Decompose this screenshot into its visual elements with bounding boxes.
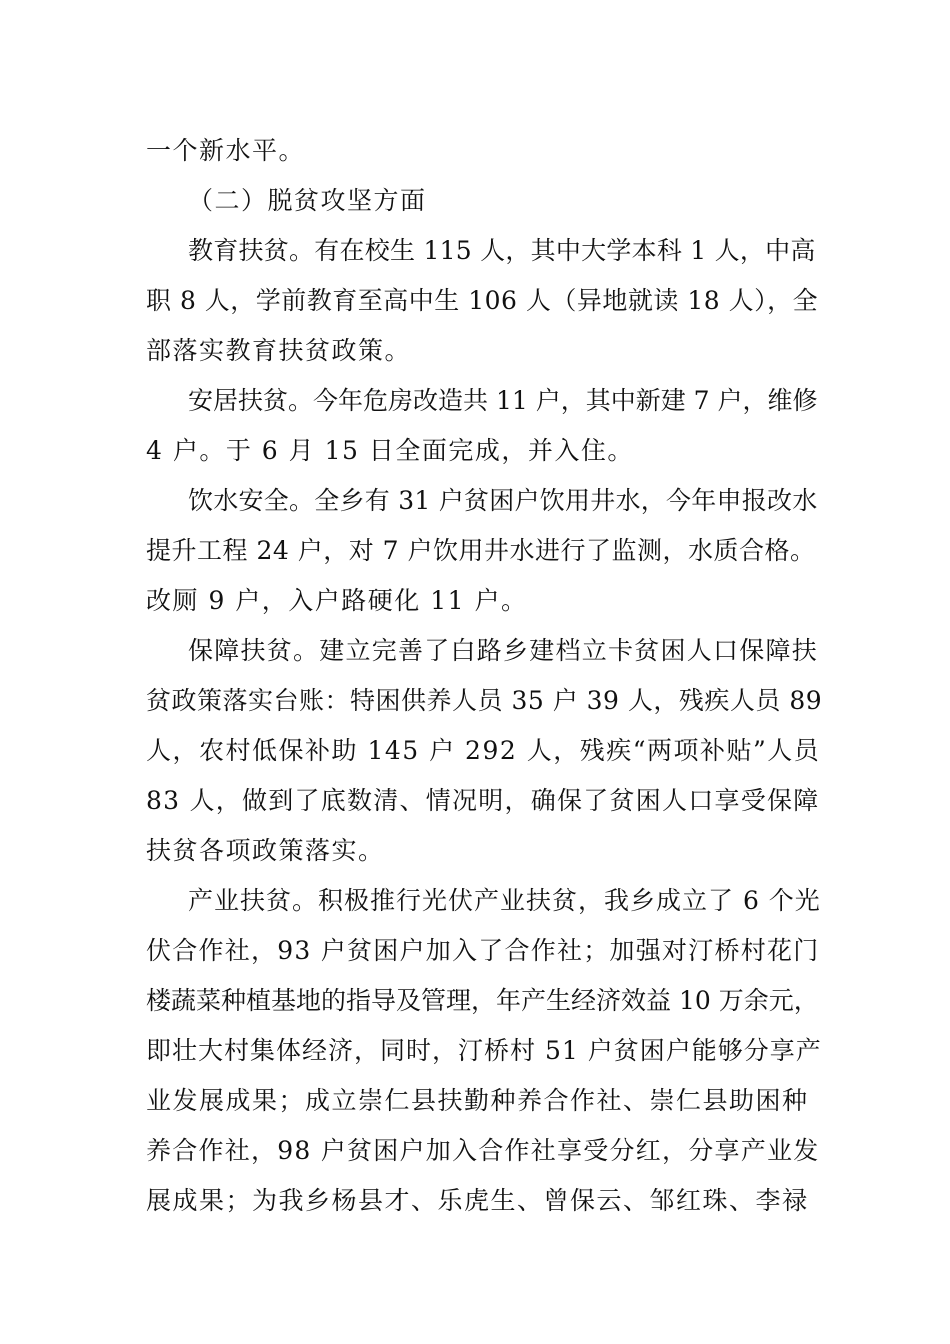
- paragraph-line: 扶贫各项政策落实。: [146, 836, 385, 865]
- paragraph-line: 安居扶贫。今年危房改造共 11 户，其中新建 7 户，维修: [188, 386, 818, 415]
- paragraph-line: 83 人，做到了底数清、情况明，确保了贫困人口享受保障: [146, 786, 820, 815]
- paragraph-line: 保障扶贫。建立完善了白路乡建档立卡贫困人口保障扶: [188, 636, 819, 665]
- paragraph-line: 饮水安全。全乡有 31 户贫困户饮用井水，今年申报改水: [188, 486, 818, 515]
- paragraph-line: 人，农村低保补助 145 户 292 人，残疾“两项补贴”人员: [146, 736, 821, 765]
- paragraph-line: 一个新水平。: [146, 136, 306, 165]
- paragraph-line: 楼蔬菜种植基地的指导及管理，年产生经济效益 10 万余元，: [146, 986, 819, 1015]
- paragraph-line: 产业扶贫。积极推行光伏产业扶贫，我乡成立了 6 个光: [188, 886, 821, 915]
- paragraph-line: 教育扶贫。有在校生 115 人，其中大学本科 1 人，中高: [188, 236, 816, 265]
- paragraph-line: 贫政策落实台账：特困供养人员 35 户 39 人，残疾人员 89: [146, 686, 823, 715]
- paragraph-line: 养合作社，98 户贫困户加入合作社享受分红，分享产业发: [146, 1136, 820, 1165]
- paragraph-line: 职 8 人，学前教育至高中生 106 人（异地就读 18 人），全: [146, 286, 819, 315]
- paragraph-line: 提升工程 24 户，对 7 户饮用井水进行了监测，水质合格。: [146, 536, 816, 565]
- paragraph-line: 部落实教育扶贫政策。: [146, 336, 412, 365]
- paragraph-line: 业发展成果；成立崇仁县扶勤种养合作社、崇仁县助困种: [146, 1086, 809, 1115]
- section-heading: （二）脱贫攻坚方面: [188, 186, 427, 215]
- paragraph-line: 即壮大村集体经济，同时，汀桥村 51 户贫困户能够分享产: [146, 1036, 822, 1065]
- paragraph-line: 4 户。于 6 月 15 日全面完成，并入住。: [146, 436, 634, 465]
- paragraph-line: 改厕 9 户，入户路硬化 11 户。: [146, 586, 528, 615]
- paragraph-line: 伏合作社，93 户贫困户加入了合作社；加强对汀桥村花门: [146, 936, 820, 965]
- paragraph-line: 展成果；为我乡杨县才、乐虎生、曾保云、邹红珠、李禄: [146, 1186, 809, 1215]
